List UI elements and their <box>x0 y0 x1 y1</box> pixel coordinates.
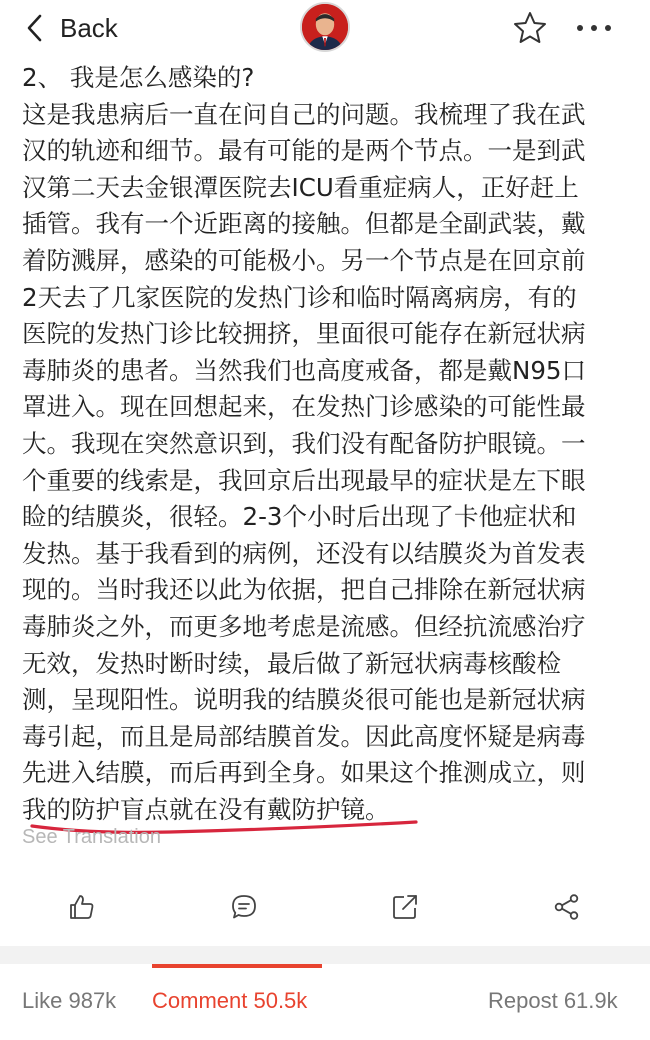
post-line: 毒肺炎之外，而更多地考虑是流感。但经抗流感治疗 <box>22 611 586 641</box>
see-translation-link[interactable]: See Translation <box>22 826 161 848</box>
post-line: 着防溅屏，感染的可能极小。另一个节点是在回京前 <box>22 245 586 275</box>
post-line: 汉第二天去金银潭医院去ICU看重症病人，正好赶上 <box>22 172 579 202</box>
post-line: 大。我现在突然意识到，我们没有配备防护眼镜。一 <box>22 428 586 458</box>
repost-action-button[interactable] <box>390 892 430 928</box>
post-line: 医院的发热门诊比较拥挤，里面很可能存在新冠状病 <box>22 319 586 349</box>
post-line: 我的防护盲点就在没有戴防护镜。 <box>22 794 390 824</box>
share-icon <box>552 892 582 922</box>
tab-repost[interactable]: Repost 61.9k <box>488 988 618 1013</box>
star-icon <box>512 10 548 46</box>
post-line: 睑的结膜炎，很轻。2-3个小时后出现了卡他症状和 <box>22 502 577 532</box>
post-line: 测，呈现阳性。说明我的结膜炎很可能也是新冠状病 <box>22 685 586 715</box>
share-action-button[interactable] <box>552 892 592 928</box>
post-line: 这是我患病后一直在问自己的问题。我梳理了我在武 <box>22 99 586 129</box>
tab-like[interactable]: Like 987k <box>22 988 117 1013</box>
post-line: 个重要的线索是，我回京后出现最早的症状是左下眼 <box>22 465 586 495</box>
back-button[interactable] <box>24 8 118 48</box>
thumbs-up-icon <box>66 892 96 922</box>
tab-comment[interactable]: Comment 50.5k <box>152 988 308 1013</box>
post-line: 发热。基于我看到的病例，还没有以结膜炎为首发表 <box>22 538 586 568</box>
post-line: 汉的轨迹和细节。最有可能的是两个节点。一是到武 <box>22 136 586 166</box>
repost-icon <box>390 892 420 922</box>
post-line: 2天去了几家医院的发热门诊和临时隔离病房，有的 <box>22 282 577 312</box>
section-divider <box>0 946 650 964</box>
top-bar <box>0 0 650 56</box>
chevron-left-icon <box>24 13 46 43</box>
post-body <box>22 60 634 828</box>
post-line: 无效，发热时断时续，最后做了新冠状病毒核酸检 <box>22 648 561 678</box>
post-line: 毒引起，而且是局部结膜首发。因此高度怀疑是病毒 <box>22 721 586 751</box>
avatar[interactable] <box>300 2 350 52</box>
post-line: 罩进入。现在回想起来，在发热门诊感染的可能性最 <box>22 392 586 422</box>
action-bar <box>0 880 650 940</box>
post-line: 2、 我是怎么感染的? <box>22 63 255 92</box>
post-line: 先进入结膜，而后再到全身。如果这个推测成立，则 <box>22 758 586 788</box>
post-line: 现的。当时我还以此为依据，把自己排除在新冠状病 <box>22 575 586 605</box>
post-line: 插管。我有一个近距离的接触。但都是全副武装，戴 <box>22 209 586 239</box>
more-icon <box>574 16 614 40</box>
comment-action-button[interactable] <box>229 892 269 928</box>
like-action-button[interactable] <box>66 892 106 928</box>
user-avatar-icon <box>302 4 348 50</box>
active-tab-indicator <box>152 964 322 968</box>
engagement-tabs <box>0 964 650 1040</box>
post-line: 毒肺炎的患者。当然我们也高度戒备，都是戴N95口 <box>22 355 587 385</box>
favorite-button[interactable] <box>512 10 548 46</box>
comment-icon <box>229 892 259 922</box>
back-label: Back <box>60 12 118 43</box>
more-options-button[interactable] <box>574 16 614 40</box>
